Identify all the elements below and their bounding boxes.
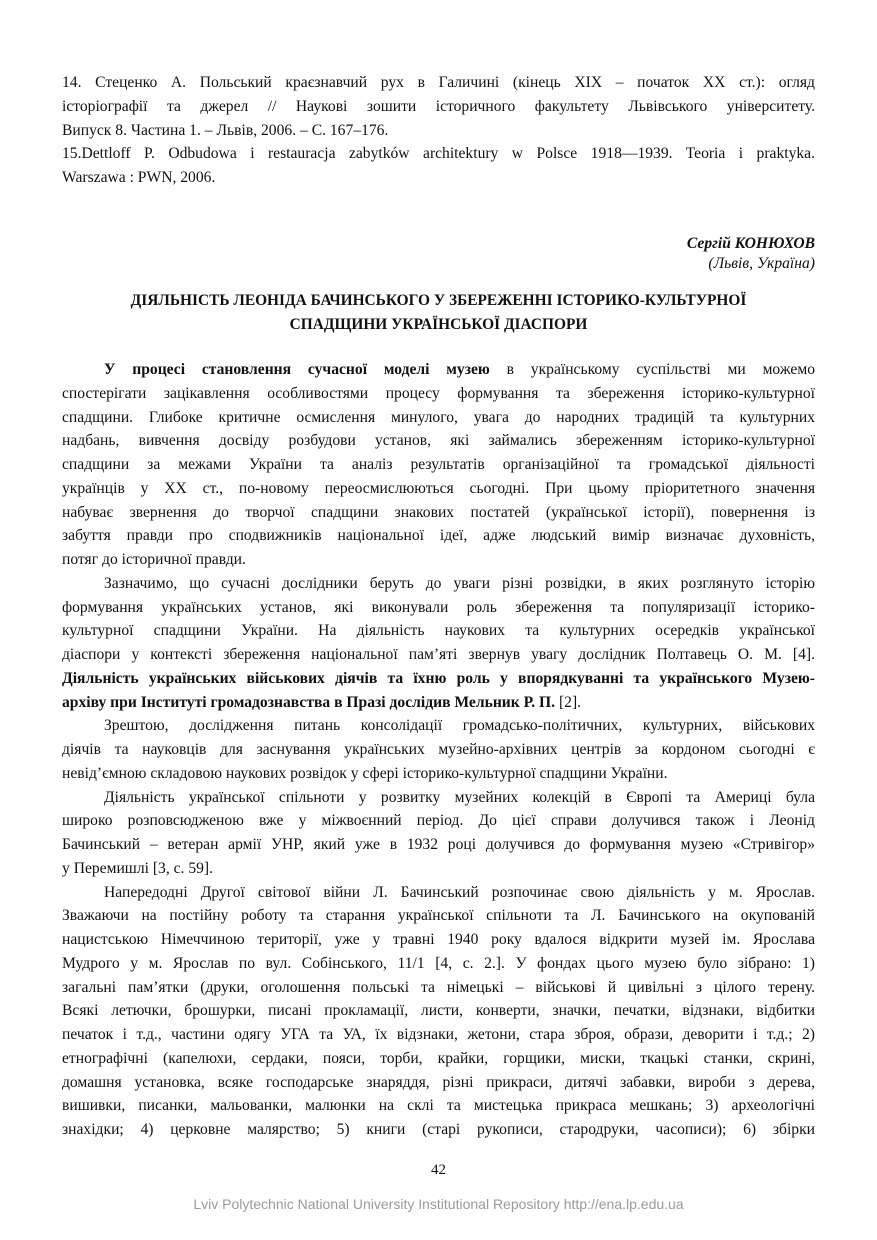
- text: потяг до історичної правди.: [62, 551, 246, 568]
- text: етнографічні (капелюхи, сердаки, пояси, торби, крайки, горщики, миски, ткацькі станки, скрині,: [62, 1049, 815, 1067]
- text: діаспори у контексті збереження національної пам’яті звернув увагу дослідник Полтавець О. М. [4].: [62, 646, 815, 663]
- text: домашня установка, всяке господарське знаряддя, різні прикраси, дитячі забавки, вироби з дерева,: [62, 1073, 815, 1091]
- text: спостерігати зацікавлення особливостями процесу формування та збереження історико-культурної: [62, 384, 815, 402]
- text-line: [62, 358, 815, 382]
- reference-line: 15.Dettloff P. Odbudowa i restauracja zabytków architektury w Polsce 1918—1939. Teoria i praktyka.: [62, 145, 815, 163]
- paragraph: [62, 714, 815, 785]
- author-affiliation: (Львів, Україна): [708, 255, 815, 272]
- article-title: [62, 289, 815, 337]
- text-line: [62, 406, 815, 430]
- author-block: [62, 234, 815, 274]
- title-line: ДІЯЛЬНІСТЬ ЛЕОНІДА БАЧИНСЬКОГО У ЗБЕРЕЖЕННІ ІСТОРИКО-КУЛЬТУРНОЇ: [130, 292, 747, 309]
- text-line: [62, 762, 815, 786]
- page-number: 42: [431, 1162, 446, 1178]
- text-line: [62, 714, 815, 738]
- text: культурної спадщини України. На діяльність наукових та культурних осередків української: [62, 622, 815, 640]
- text: невід’ємною складовою наукових розвідок у сфері історико-культурної спадщини України.: [62, 764, 668, 782]
- text-line: [62, 572, 815, 596]
- text-line: [62, 904, 815, 928]
- text-line: [62, 833, 815, 857]
- bold-text: Діяльність українських військових діячів та їхню роль у впорядкуванні та українського Музею-: [62, 669, 815, 687]
- text: загальні пам’ятки (друки, оголошення польські та німецькі – військові й цивільні з цілого терену.: [62, 978, 815, 996]
- text: Зважаючи на постійну роботу та старання української спільноти та Л. Бачинського на окупованій: [62, 907, 815, 925]
- article-body: [62, 358, 815, 1142]
- text-line: [62, 501, 815, 525]
- text-line: [62, 382, 815, 406]
- text-line: [62, 429, 815, 453]
- text: українців у XX ст., по-новому переосмислюються сьогодні. При цьому пріоритетного значення: [62, 479, 815, 497]
- text-line: [62, 976, 815, 1000]
- text: Діяльність української спільноти у розвитку музейних колекцій в Європі та Америці була: [104, 788, 815, 806]
- text: нацистською Німеччиною території, уже у травні 1940 року вдалося відкрити музей ім. Ярослава: [62, 931, 815, 948]
- text-line: [62, 1023, 815, 1047]
- reference-list: [62, 71, 815, 190]
- text-line: [62, 786, 815, 810]
- text-line: [62, 477, 815, 501]
- text: в українському суспільстві ми можемо: [489, 361, 815, 378]
- repository-footer: Lviv Polytechnic National University Institutional Repository http://ena.lp.edu.ua: [193, 1196, 684, 1212]
- text-line: [62, 1094, 815, 1118]
- paragraph: [62, 572, 815, 715]
- text: надбань, вивчення досвіду розбудови установ, які займались збереженням історико-культурної: [62, 432, 815, 450]
- text-line: [62, 881, 815, 905]
- reference-line: Warszawa : PWN, 2006.: [62, 169, 216, 186]
- text-line: [62, 524, 815, 548]
- text: Зрештою, дослідження питань консолідації громадсько-політичних, культурних, військових: [104, 717, 815, 735]
- text: у Перемишлі [3, с. 59].: [62, 859, 214, 877]
- text-line: [62, 453, 815, 477]
- text: Мудрого у м. Ярослав по вул. Собінського, 11/1 [4, с. 2.]. У фондах цього музею було зібрано: 1): [62, 954, 815, 972]
- text-line: [62, 738, 815, 762]
- text: формування українських установ, які виконували роль збереження та популяризації історико-: [62, 598, 815, 616]
- author-name: Сергій КОНЮХОВ: [686, 235, 815, 252]
- reference-line: 14. Стеценко А. Польський краєзнавчий рух в Галичині (кінець XIX – початок XX ст.): огляд: [62, 74, 815, 91]
- text-line: [62, 548, 815, 572]
- text: спадщини. Глибоке критичне осмислення минулого, увага до народних традицій та культурних: [62, 408, 815, 426]
- text-line: [62, 667, 815, 691]
- paragraph: [62, 358, 815, 572]
- text: знахідки; 4) церковне малярство; 5) книги (старі рукописи, стародруки, часописи); 6) збірки: [62, 1121, 815, 1138]
- text-line: [62, 619, 815, 643]
- text: діячів та науковців для заснування українських музейно-архівних центрів за кордоном сьогодні є: [62, 741, 815, 758]
- text-line: [62, 857, 815, 881]
- text-line: [62, 643, 815, 667]
- text: забуття правди про сподвижників національної ідеї, адже людський вимір визначає духовність,: [62, 527, 815, 545]
- text-line: [62, 596, 815, 620]
- title-line: СПАДЩИНИ УКРАЇНСЬКОЇ ДІАСПОРИ: [289, 316, 588, 333]
- text-line: [62, 1071, 815, 1095]
- text-line: [62, 809, 815, 833]
- text-line: [62, 691, 815, 715]
- text: широко розповсюдженою вже у міжвоєнний період. До цієї справи долучився також і Леонід: [62, 812, 815, 830]
- bold-text: У процесі становлення сучасної моделі музею: [104, 361, 490, 378]
- text: печаток і т.д., частини одягу УГА та УА, їх відзнаки, жетони, стара зброя, образи, деворити і т.д.; 2): [62, 1026, 815, 1043]
- text: спадщини за межами України та аналіз результатів організаційної та громадської діяльності: [62, 456, 815, 473]
- text-line: [62, 952, 815, 976]
- reference-line: Випуск 8. Частина 1. – Львів, 2006. – С. 167–176.: [62, 121, 389, 139]
- text: [2].: [555, 693, 582, 711]
- text-line: [62, 1118, 815, 1142]
- paragraph: [62, 881, 815, 1142]
- bold-text: архіву при Інституті громадознавства в Празі дослідив Мельник Р. П.: [62, 693, 556, 711]
- text-line: [62, 928, 815, 952]
- text: Напередодні Другої світової війни Л. Бачинський розпочинає свою діяльність у м. Ярослав.: [104, 883, 815, 901]
- text: Всякі летючки, брошурки, писані прокламації, листи, конверти, значки, печатки, відзнаки, відбитки: [62, 1002, 815, 1020]
- text: Зазначимо, що сучасні дослідники беруть до уваги різні розвідки, в яких розглянуто історію: [104, 574, 815, 592]
- text: набуває звернення до творчої спадщини знакових постатей (української історії), повернення із: [62, 503, 815, 521]
- paragraph: [62, 786, 815, 881]
- reference-line: історіографії та джерел // Наукові зошити історичного факультету Львівського університету.: [62, 97, 815, 115]
- text: Бачинський – ветеран армії УНР, який уже в 1932 році долучився до формування музею «Стривігор»: [62, 836, 815, 853]
- text: вишивки, писанки, мальованки, малюнки на склі та мистецька прикраса мешкань; 3) археологічні: [62, 1097, 815, 1115]
- text-line: [62, 999, 815, 1023]
- text-line: [62, 1047, 815, 1071]
